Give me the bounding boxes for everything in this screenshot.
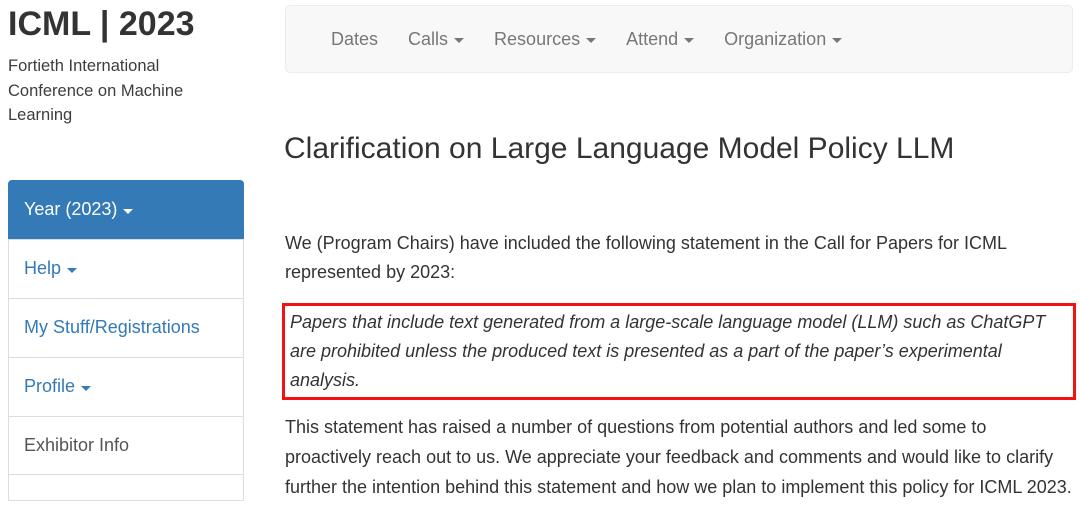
- sidebar-item-profile[interactable]: [8, 357, 244, 417]
- brand-block: [8, 4, 258, 128]
- sidebar-item-year[interactable]: [8, 180, 244, 240]
- list-item[interactable]: [8, 474, 244, 501]
- top-navbar: [285, 5, 1073, 73]
- sidebar-item-label: Profile: [24, 375, 76, 396]
- sidebar-item-label: Help: [24, 257, 62, 278]
- nav-item-attend[interactable]: [611, 29, 709, 50]
- caret-down-icon: [67, 268, 77, 273]
- sidebar-item-help[interactable]: [8, 239, 244, 299]
- sidebar-item-my-stuff-registrations[interactable]: [8, 298, 244, 358]
- body-paragraph: This statement has raised a number of questions from potential authors and led some to proactively reach out to us. We appreciate your feedback and comments and would like to clarify further the intention behind this statement and how we plan to implement this policy for ICML 2023.: [285, 417, 1072, 498]
- caret-down-icon: [586, 38, 596, 43]
- site-tagline: Fortieth International Conference on Machine Learning: [8, 56, 184, 125]
- sidebar-item-label: Exhibitor Info: [24, 434, 130, 455]
- sidebar-item-label: Year (2023): [24, 199, 118, 219]
- sidebar-item-label: My Stuff/Registrations: [24, 316, 200, 337]
- nav-item-label: Calls: [408, 28, 449, 49]
- caret-down-icon: [684, 38, 694, 43]
- caret-down-icon: [454, 38, 464, 43]
- sidebar-menu: [8, 180, 244, 501]
- nav-item-label: Resources: [494, 28, 581, 49]
- nav-item-label: Dates: [331, 28, 379, 49]
- nav-item-dates[interactable]: [316, 29, 393, 50]
- intro-paragraph: We (Program Chairs) have included the following statement in the Call for Papers for ICML represented by 2023:: [285, 233, 1007, 282]
- page-title: Clarification on Large Language Model Policy LLM: [284, 132, 955, 165]
- nav-item-label: Attend: [626, 28, 679, 49]
- site-logo[interactable]: ICML | 2023: [8, 5, 195, 43]
- nav-item-calls[interactable]: [393, 29, 479, 50]
- nav-item-label: Organization: [724, 28, 827, 49]
- sidebar-item-exhibitor-info[interactable]: [8, 416, 244, 476]
- highlighted-policy-statement: Papers that include text generated from a large-scale language model (LLM) such as ChatGPT are prohibited unless the produced text is presented as a part of the paper’s experimental analysis.: [282, 303, 1076, 400]
- nav-item-resources[interactable]: [479, 29, 611, 50]
- caret-down-icon: [123, 209, 133, 214]
- caret-down-icon: [81, 386, 91, 391]
- caret-down-icon: [832, 38, 842, 43]
- nav-item-organization[interactable]: [709, 29, 857, 50]
